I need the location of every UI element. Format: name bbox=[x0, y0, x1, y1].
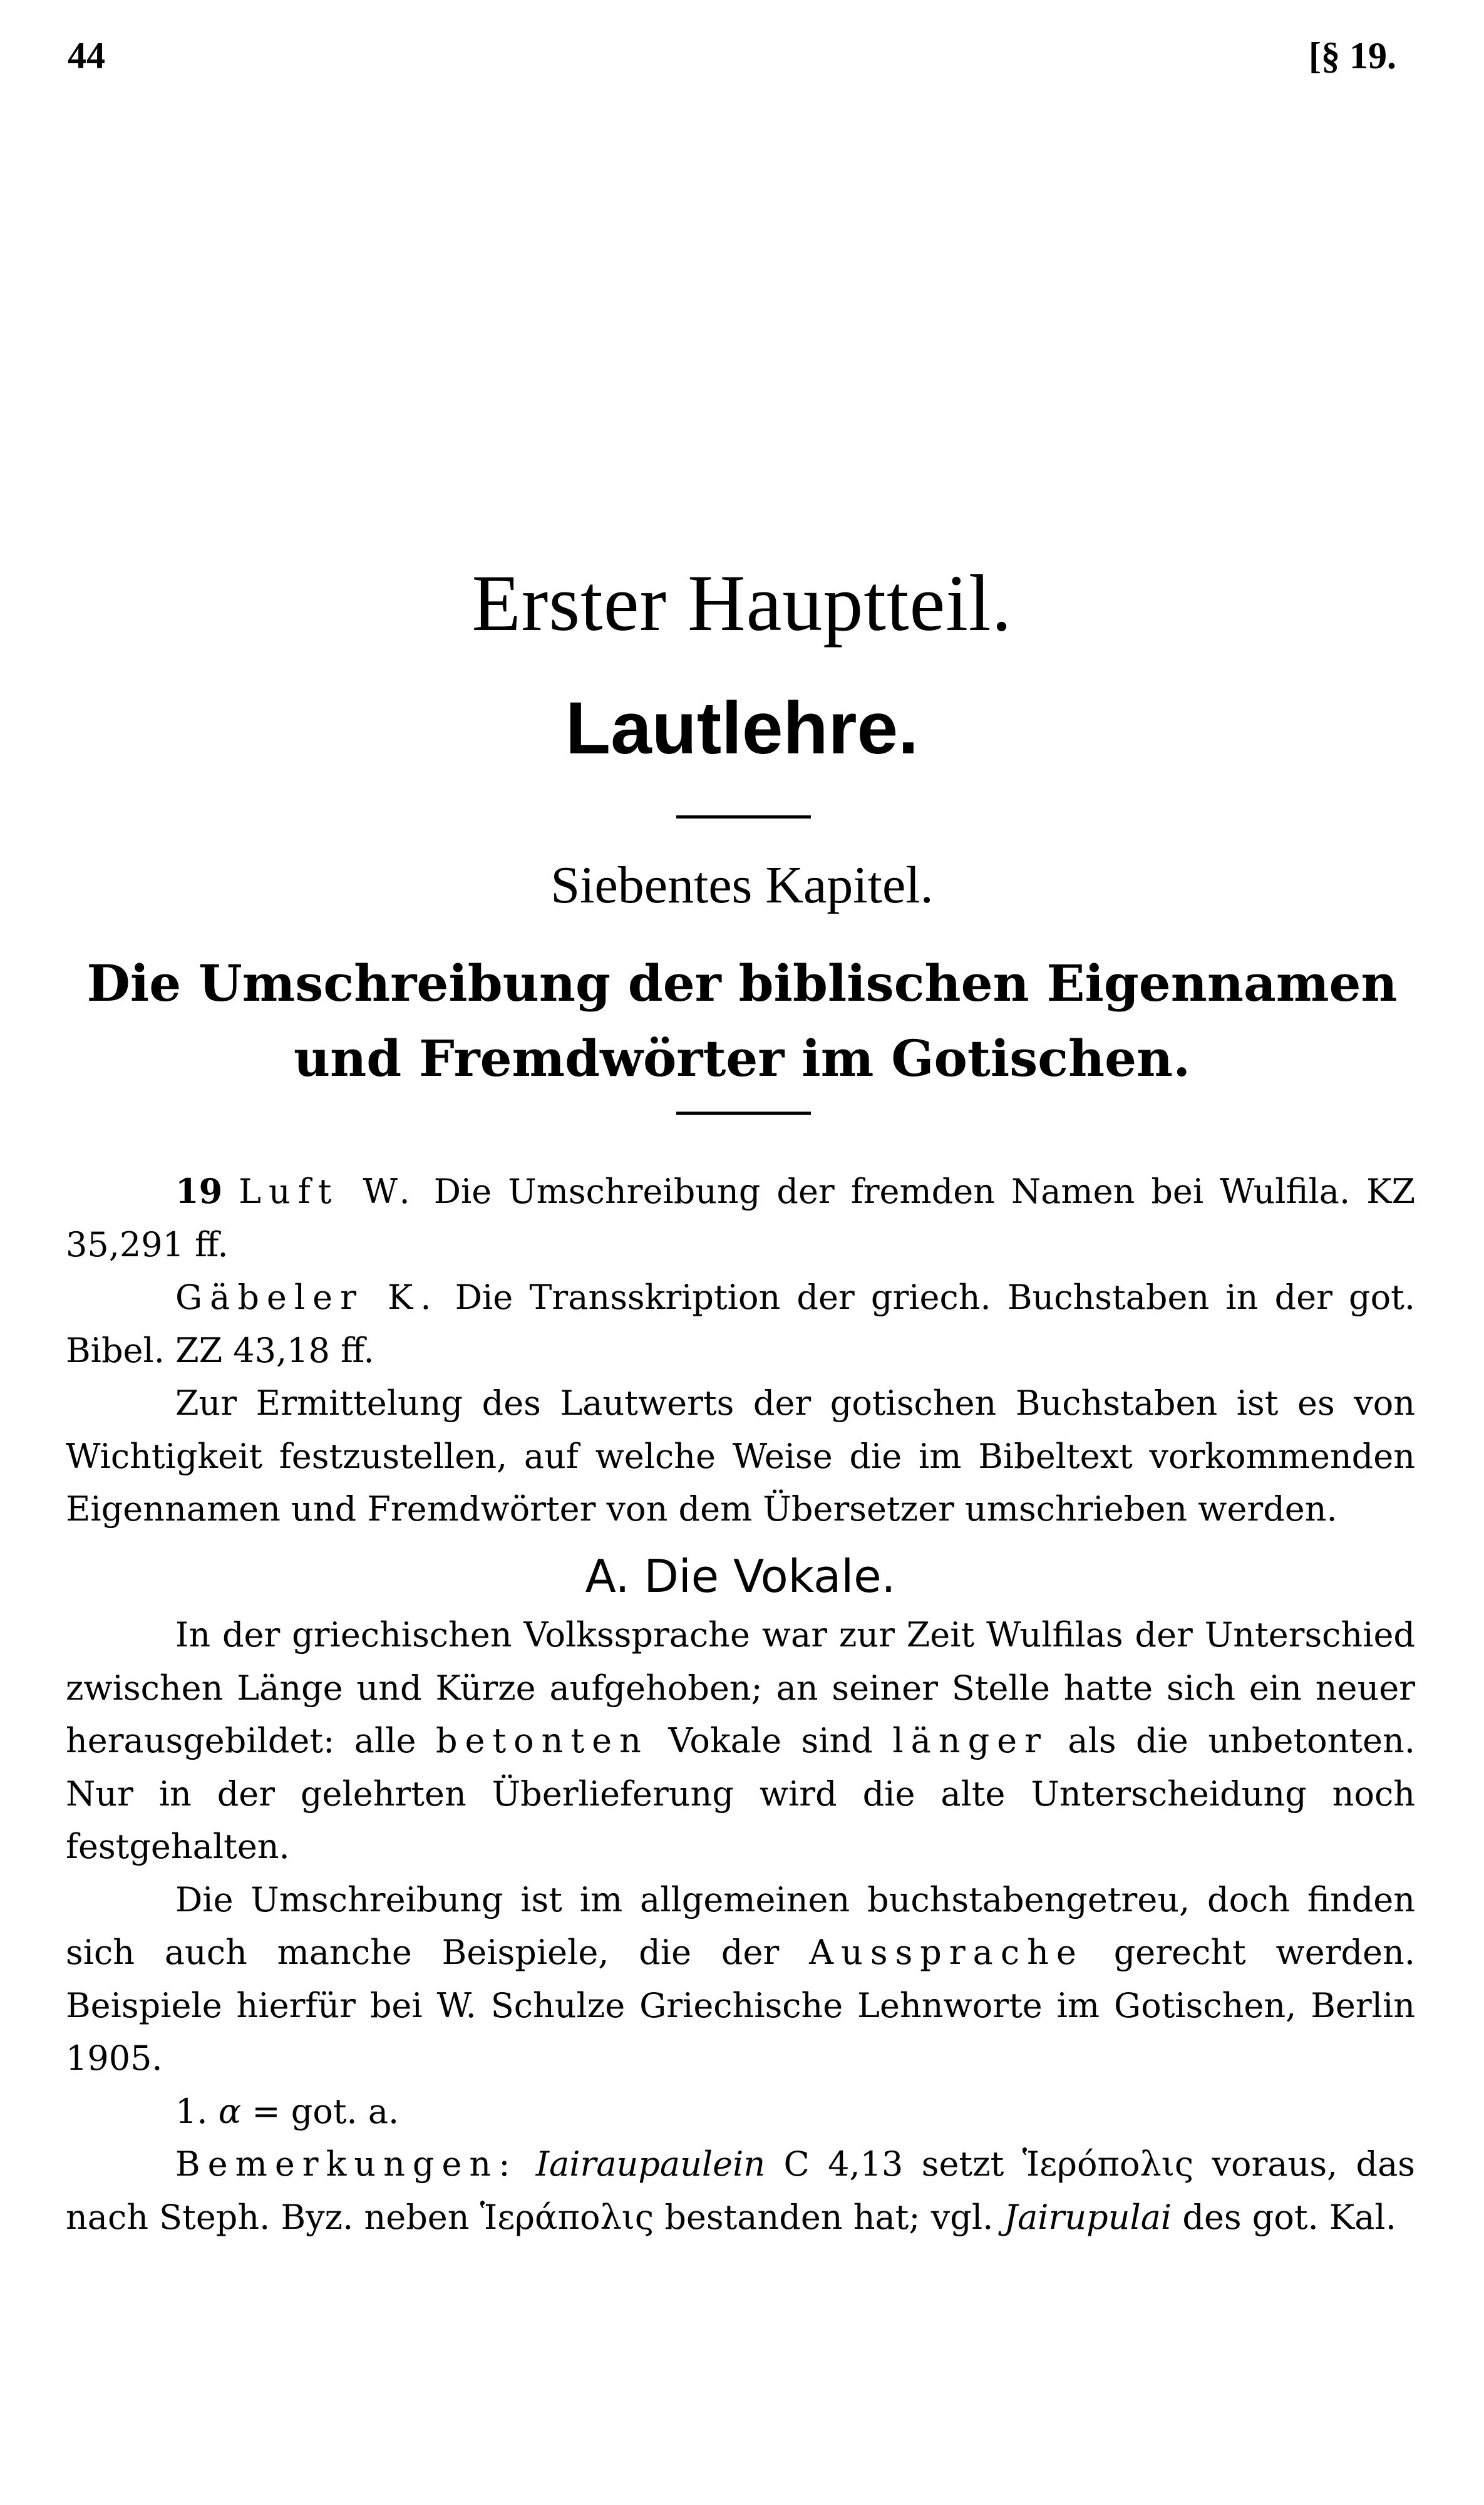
text-span: gerecht werden. Beispiele hierfür bei W. Schulze Griechische Lehnworte im Gotischen, Berlin 1905. bbox=[66, 1933, 1415, 2078]
paragraph-umschreibung bbox=[66, 1874, 1415, 2085]
section-reference: [§ 19. bbox=[1309, 35, 1396, 76]
chapter-title-line-1: Die Umschreibung der biblischen Eigennamen bbox=[86, 954, 1398, 1013]
page-number: 44 bbox=[68, 35, 105, 76]
text-span: C 4,13 setzt bbox=[765, 2144, 1023, 2184]
remarks-paragraph bbox=[66, 2138, 1415, 2244]
chapter-title bbox=[66, 946, 1418, 1096]
greek-alpha: α bbox=[218, 2091, 242, 2131]
text-span: voraus, das nach Steph. Byz. neben bbox=[66, 2144, 1416, 2237]
chapter-number: Siebentes Kapitel. bbox=[550, 856, 934, 914]
item-text: = got. a. bbox=[241, 2091, 399, 2131]
reference-luft-text: Die Umschreibung der fremden Namen bei Wulfila. KZ 35,291 ff. bbox=[66, 1172, 1415, 1264]
emphasis-betonten: betonten bbox=[435, 1721, 649, 1760]
author-luft: Luft W. bbox=[239, 1172, 418, 1211]
reference-gaebeler bbox=[66, 1271, 1415, 1377]
part-title: Erster Hauptteil. bbox=[471, 559, 1013, 648]
text-span: des got. Kal. bbox=[1172, 2197, 1396, 2237]
emphasis-laenger: länger bbox=[892, 1721, 1048, 1760]
reference-gaebeler-text: Die Transskription der griech. Buchstaben in der got. Bibel. ZZ 43,18 ff. bbox=[66, 1278, 1415, 1370]
divider-rule-top bbox=[676, 815, 811, 819]
greek-word-1: Ἱερόπολις bbox=[1022, 2144, 1194, 2184]
remarks-label: Bemerkungen: bbox=[175, 2144, 518, 2184]
text-span: Vokale sind bbox=[648, 1721, 893, 1760]
item-1 bbox=[66, 2085, 1415, 2139]
gothic-word-jairupulai: Jairupulai bbox=[1004, 2197, 1172, 2237]
text-span: als die unbetonten. Nur in der gelehrten Überlieferung wird die alte Unterscheidung noch festgehalten. bbox=[66, 1721, 1416, 1866]
body-text bbox=[66, 1165, 1415, 2244]
divider-rule-bottom bbox=[676, 1112, 811, 1115]
section-number: 19 bbox=[175, 1171, 223, 1211]
text-span: bestanden hat; vgl. bbox=[654, 2197, 1004, 2237]
item-number: 1. bbox=[175, 2091, 208, 2131]
text-span: In der griechischen Volkssprache war zur Zeit Wulfilas der Unterschied zwischen Länge und Kürze aufgehoben; an seiner Stelle hatte sich ein neuer herausgebildet: alle bbox=[66, 1615, 1415, 1760]
emphasis-aussprache: Aussprache bbox=[809, 1933, 1084, 1972]
text-span: Die Umschreibung ist im allgemeinen buchstabengetreu, doch finden sich auch manche Beispiele, die der bbox=[66, 1879, 1415, 1972]
author-gaebeler: Gäbeler K. bbox=[175, 1278, 439, 1317]
gothic-word-iairaupaulein: Iairaupaulein bbox=[535, 2144, 766, 2184]
reference-luft bbox=[66, 1165, 1415, 1271]
part-subtitle: Lautlehre. bbox=[565, 687, 919, 770]
greek-word-2: Ἱεράπολις bbox=[480, 2197, 654, 2237]
paragraph-volkssprache bbox=[66, 1609, 1415, 1874]
intro-paragraph: Zur Ermittelung des Lautwerts der gotischen Buchstaben ist es von Wichtigkeit festzustellen, auf welche Weise die im Bibeltext vorkommenden Eigennamen und Fremdwörter von dem Übersetzer umschrieben werden. bbox=[66, 1383, 1415, 1529]
section-heading-vokale: A. Die Vokale. bbox=[585, 1549, 896, 1603]
chapter-title-line-2: und Fremdwörter im Gotischen. bbox=[293, 1029, 1191, 1088]
